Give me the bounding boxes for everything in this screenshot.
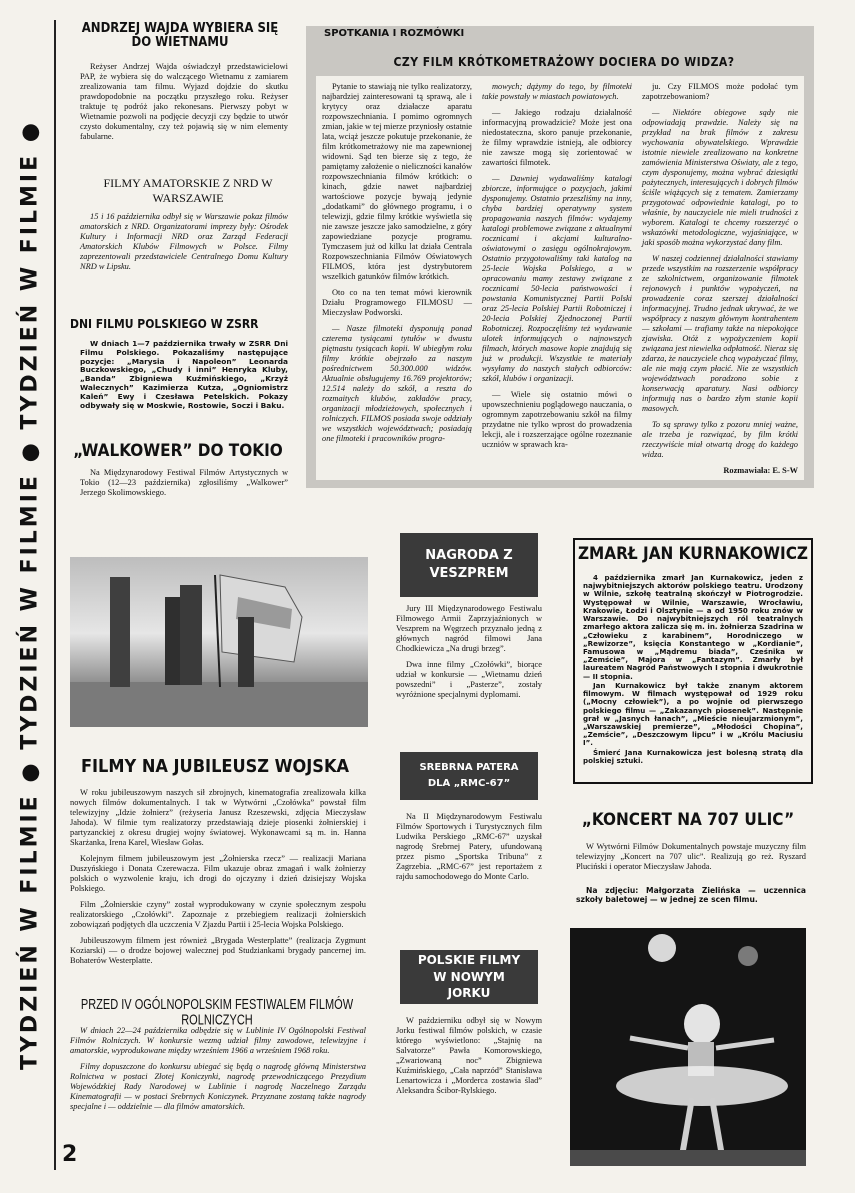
koncert-title: „KONCERT NA 707 ULIC”	[581, 810, 795, 830]
interview-title: CZY FILM KRÓTKOMETRAŻOWY DOCIERA DO WIDZA?	[393, 55, 735, 69]
kurnakowicz-p1: 4 października zmarł Jan Kurnakowicz, jeden z najwybitniejszych aktorów polskiego teatru. Urodzony w Wilnie, szkołę teatralną skończył w Piotrogrodzie. Występował w Wilnie, Warszawie, Wrocławiu, Krakowie, Łodzi i Olsztynie — a od 1950 roku znów w Warszawie. Do najwybitniejszych ról teatralnych zmarłego aktora zalicza się m. in. żołnierza Szadrina w „Człowieku z karabinem”, Horodniczego w „Rewizorze”, księcia Konstantego w „Kordianie”, Famusowa w „Mądremu biada”, Cześnika w „Zemście”, Majora w „Fantazym”. Zmarły był laureatem Nagród Państwowych I stopnia i dwukrotnie — II stopnia.	[583, 573, 803, 681]
interview-box	[306, 26, 814, 488]
rolnicze-p2: Filmy dopuszczone do konkursu ubiegać się będą o nagrodę główną Ministerstwa Rolnictwa w postaci Złotej Koniczynki, nagrodę przewodniczącego Prezydium Wojewódzkiej Rady Narodowej w Lublinie i nagrodę Naczelnego Zarządu Kinematografii — w postaci Srebrnych Koniczynek. Przyznane zostaną także nagrody specjalne i — oddzielnie — dla filmów amatorskich.	[70, 1062, 366, 1111]
interview-col-1	[322, 82, 472, 450]
zsrr-title: DNI FILMU POLSKIEGO W ZSRR	[70, 317, 259, 331]
interview-p6: — Dawniej wydawaliśmy katalogi zbiorcze, informujące o pozycjach, jakimi dysponujemy. Ostatnio przeszliśmy na inny, chyba bardziej operatywny system propagowania naszych filmów: wydajemy katalogi problemowe związane z aktualnymi rocznicami i akcjami kulturalno-oświatowymi o zasięgu ogólnokrajowym. Ostatnio przygotowaliśmy taki katalog na 25-lecie Wojska Polskiego, a w opracowaniu mamy zestawy związane z rocznicami 50-lecia państwowości i powstania Komunistycznej Partii Polski oraz 25-lecia Polskiej Partii Robotniczej i 20-lecia Polskiej Zjednoczonej Partii Robotniczej. Rozpoczęliśmy też wydawanie ulotek informujących o najnowszych filmach, których masowe kopie znajdują się już w produkcji. Wszystkie te materiały wysyłamy do naszych stałych odbiorców: szkół, klubów i organizacji.	[482, 174, 632, 383]
veszprem-p2: Dwa inne filmy „Czołówki”, biorące udział w konkursie — „Wietnamu dzień powszedni” i „Pasterze”, zostały wyróżnione specjalnymi dyplomami.	[396, 660, 542, 699]
nowy-jork-title: POLSKIE FILMY W NOWYM JORKU	[417, 952, 521, 1001]
nrd-title: FILMY AMATORSKIE Z NRD W WARSZAWIE	[103, 176, 273, 205]
nowy-jork-title-box	[400, 950, 538, 1004]
veszprem-p1: Jury III Międzynarodowego Festiwalu Filmowego Armii Zaprzyjaźnionych w Veszprem na Węgrzech przyznało jedną z głównych nagród filmowi Jana Chodkiewicza „Na drugi brzeg”.	[396, 604, 542, 653]
interview-col-2	[482, 82, 632, 456]
veszprem-body	[396, 604, 542, 706]
kurnakowicz-title: ZMARŁ JAN KURNAKOWICZ	[577, 544, 809, 564]
patera-title-box	[400, 752, 538, 800]
wojsko-p2: Kolejnym filmem jubileuszowym jest „Żołnierska rzecz” — realizacji Mariana Duszyńskiego i Donata Czerewacza. Film ukazuje obraz zmagań i walk żołnierzy polskich o wyzwolenie kraju, ich drogi do ojczyzny i dzień dzisiejszy Wojska Polskiego.	[70, 854, 366, 893]
interview-signature: Rozmawiała: E. S-W	[723, 466, 798, 475]
vertical-banner	[8, 20, 56, 1170]
ballerina-photo	[570, 928, 806, 1166]
walkower-title: „WALKOWER” DO TOKIO	[73, 441, 283, 461]
wojsko-p4: Jubileuszowym filmem jest również „Brygada Westerplatte” (realizacja Zygmunt Koziarski) — o drodze bojowej walecznej pod Studziankami brygady pancernej im. Bohaterów Westerplatte.	[70, 936, 366, 965]
patera-body: Na II Międzynarodowym Festiwalu Filmów Sportowych i Turystycznych film Ludwika Perskiego „RMC-67” uzyskał nagrodę Srebrnej Patery, ufundowaną przez pismo „Sportska Tribuna” z Zagrzebia. „RMC-67” jest reportażem z rajdu samochodowego do Monte Carlo.	[396, 812, 542, 881]
rolnicze-body	[70, 1026, 366, 1118]
kurnakowicz-box	[573, 538, 813, 784]
kurnakowicz-body	[583, 574, 803, 765]
wajda-title: ANDRZEJ WAJDA WYBIERA SIĘ DO WIETNAMU	[81, 21, 279, 50]
patera-title: SREBRNA PATERA DLA „RMC-67”	[419, 762, 519, 789]
veszprem-title-box	[400, 533, 538, 597]
wajda-body: Reżyser Andrzej Wajda oświadczył przedstawicielowi PAP, że wybiera się do walczącego Wietnamu z zamiarem zrealizowania tam filmu. Wyjazd dojdzie do skutku prawdopodobnie na początku przyszłego roku. Reżyser traktuje tę podróż jako rekonesans. Pierwszy pobyt w Wietnamie pozwoli na podjęcie decyzji czy będzie to utwór czysto dokumentalny, czy też pojawią się w nim elementy fabularne.	[80, 62, 288, 141]
ballerina-illustration	[570, 928, 806, 1166]
interview-p4: mowych; dążymy do tego, by filmoteki takie powstały w miastach powiatowych.	[482, 82, 632, 101]
soldiers-flag-illustration	[70, 557, 368, 727]
wojsko-title: FILMY NA JUBILEUSZ WOJSKA	[80, 756, 350, 777]
walkower-body: Na Międzynarodowy Festiwal Filmów Artystycznych w Tokio (12—23 października) zgłosiliśmy „Walkower” Jerzego Skolimowskiego.	[80, 468, 288, 497]
interview-p8: ju. Czy FILMOS może podołać tym zapotrzebowaniom?	[642, 82, 798, 101]
interview-p1: Pytanie to stawiają nie tylko realizatorzy, najbardziej zainteresowani tą sprawą, ale i krytycy oraz działacze aparatu rozpowszechniania. I pomimo ogromnych zmian, jakie w tej mierze przyniosły ostatnie lata, wciąż jeszcze pokutuje przekonanie, że film krótkometrażowy nie ma zapewnionej widowni. Sąd ten bierze się z tego, że pamiętamy założenie o nieliczności kanałów rozpowszechniania filmów krótkich: o kinach, gdzie nawet najbardziej wartościowe pozycje bywają jedynie „dodatkami” do głównego programu, i o telewizji, gdzie filmy krótkie wyświetla się nie zawsze jeszcze jako samodzielne, z góry zapowiedziane pozycje programu. Tymczasem już od kilku lat działa Centrala Rozpowszechniania Filmów Oświatowych FILMOS, która jest dystrybutorem wszelkich gatunków filmów krótkich.	[322, 82, 473, 281]
kurnakowicz-p3: Śmierć Jana Kurnakowicza jest bolesną stratą dla polskiej sztuki.	[583, 747, 803, 765]
interview-p5: — Jakiego rodzaju działalność informacyjną prowadzicie? Może jest ona niedostateczna, skoro panuje przekonanie, że filmy wprawdzie istnieją, ale odbiorcy nie zawsze mogą się zorientować w zawartości filmotek.	[482, 108, 632, 167]
interview-p7: — Wiele się ostatnio mówi o upowszechnieniu poglądowego nauczania, o ogromnym zapotrzebowaniu szkół na filmy przydatne nie tylko wprost do prowadzenia lekcji, ale i rozszerzające ogólne rozeznanie uczniów w sprawach kra-	[482, 390, 632, 449]
soldiers-flag-photo	[70, 557, 368, 727]
interview-p11: To są sprawy tylko z pozoru mniej ważne, ale trzeba je rozwiązać, by film krótki rzeczywiście miał otwartą drogę do każdego widza.	[642, 420, 798, 459]
interview-col-3	[642, 82, 798, 476]
interview-p2: Oto co na ten temat mówi kierownik Działu Programowego FILMOSU — Mieczysław Podworski.	[322, 288, 472, 317]
rolnicze-p1: W dniach 22—24 października odbędzie się w Lublinie IV Ogólnopolski Festiwal Filmów Rolniczych. W konkursie wezmą udział filmy zawodowe, telewizyjne i amatorskie, wyprodukowane między wrześniem 1966 a wrześniem 1968 roku.	[70, 1026, 366, 1055]
interview-body	[316, 76, 804, 480]
interview-p9: — Niektóre obiegowe sądy nie odpowiadają prawdzie. Należy się na przykład na brak filmów z zakresu wychowania obywatelskiego. Wprawdzie istotnie niewiele zrealizowano na konkretne zamówienia Ministerstwa Oświaty, ale z tego, czym dysponujemy, można wybrać dziesiątki pożytecznych, interesujących i dobrych filmów ściśle wiążących się z tematem. Zamierzamy przygotować odpowiednie katalogi, po to właśnie, by nauczyciele nie mieli trudności z wyborem. Katalogi te chcemy rozszerzyć o wskazówki metodologiczne, wyjaśniające, w jaki sposób można wykorzystać dany film.	[642, 108, 798, 247]
page-number: 2	[62, 1142, 78, 1167]
koncert-body: W Wytwórni Filmów Dokumentalnych powstaje muzyczny film telewizyjny „Koncert na 707 ulic”. Realizują go reż. Ryszard Pluciński i operator Mieczysław Jahoda.	[576, 842, 806, 871]
veszprem-title: NAGRODA Z VESZPREM	[425, 547, 513, 581]
wojsko-p3: Film „Żołnierskie czyny” został wyprodukowany w czynie społecznym zespołu realizatorskiego „Czołówki”. Zapoznaje z przebiegiem realizacji żołnierskich zobowiązań podjętych dla uczczenia V Zjazdu Partii i 25-lecia Wojska Polskiego.	[70, 900, 366, 929]
nowy-jork-body: W październiku odbył się w Nowym Jorku festiwal filmów polskich, w czasie którego wyświetlono: „Stajnię na Salvatorze” Pawła Komorowskiego, „Zwariowaną noc” Zbigniewa Kuźmińskiego, „Cała naprzód” Stanisława Lenartowicza i „Morderca zostawia ślad” Aleksandra Ścibor-Rylskiego.	[396, 1016, 542, 1095]
interview-p3: — Nasze filmoteki dysponują ponad czterema tysiącami tytułów w dwustu piętnastu tysiącach kopii. W ubiegłym roku filmy krótkie obejrzało za naszym pośrednictwem 50.300.000 widzów. Aktualnie obsługujemy 16.769 projektorów; 12.514 należy do szkół, a reszta do rozmaitych klubów, zakładów pracy, organizacji młodzieżowych, społecznych i rolniczych. FILMOS posiada swoje oddziały we wszystkich województwach; posiadają one filmoteki i pracowników progra-	[322, 324, 472, 443]
wojsko-p1: W roku jubileuszowym naszych sił zbrojnych, kinematografia zrealizowała kilka nowych filmów dokumentalnych. I tak w Wytwórni „Czołówka” powstał film telewizyjny „Idzie żołnierz” (reżyseria Janusz Rzeszewski, zdjęcia Mieczysław Jahoda). W filmie tym realizatorzy przedstawiają dzieje piosenki żołnierskiej i partyzanckiej z okresu drugiej wojny światowej. Wykonawcami są m. in. Hanna Skarżanka, Irena Karel, Wiesław Gołas.	[70, 788, 366, 847]
zsrr-body: W dniach 1—7 października trwały w ZSRR Dni Filmu Polskiego. Pokazaliśmy następujące pozycje: „Marysia i Napoleon” Leonarda Buczkowskiego, „Chudy i inni” Henryka Kluby, „Banda” Zbigniewa Kuźmińskiego, „Krzyż Walecznych” Kazimierza Kutza, „Ogniomistrz Kaleń” Ewy i Czesława Petelskich. Pokazy odbywały się w Moskwie, Rostowie, Soczi i Baku.	[80, 339, 288, 410]
banner-text: TYDZIEŃ W FILMIE ● TYDZIEŃ W FILMIE ● TYDZIEŃ W FILMIE ●	[17, 120, 43, 1070]
interview-p10: W naszej codziennej działalności stawiamy przede wszystkim na rozszerzenie współpracy ze szkolnictwem, organizowanie filmotek rejonowych i punktów wypożyczeń, na prowadzenie coraz szerszej działalności informacyjnej. Trudno jednak ukrywać, że we współpracy z naszym głównym kontrahentem — szkołami — trafiamy także na niepokojące zjawiska. Otóż z wypożyczeniem kopii związana jest niewielka odpłatność. Nieraz się zdarza, że nauczyciele chcą wypożyczać filmy, ale nie mają czym płacić. Nie ze wszystkich województwach poradzono sobie z konserwacją aparatury. Nasi odbiorcy informują nas o bardzo złym stanie kopii masowych.	[642, 254, 798, 413]
interview-section-label: SPOTKANIA I ROZMÓWKI	[324, 28, 465, 39]
wojsko-body	[70, 788, 366, 972]
rolnicze-title: PRZED IV OGÓLNOPOLSKIM FESTIWALEM FILMÓW ROLNICZYCH	[80, 997, 354, 1028]
nrd-body: 15 i 16 października odbył się w Warszawie pokaz filmów amatorskich z NRD. Organizatorami imprezy były: Ośrodek Kultury i Informacji NRD oraz Zarząd Federacji Amatorskich Klubów Filmowych w Polsce. Filmy zaprezentowali przedstawiciele Centralnego Domu Kultury NRD w Lipsku.	[80, 212, 288, 271]
koncert-caption: Na zdjęciu: Małgorzata Zielińska — uczennica szkoły baletowej — w jednej ze scen filmu.	[576, 886, 806, 905]
kurnakowicz-p2: Jan Kurnakowicz był także znanym aktorem filmowym. W filmach występował od 1929 roku („Mocny człowiek”), a po wojnie od pierwszego polskiego filmu — „Zakazanych piosenek”. Następnie grał w „Jasnych łanach”, „Mieście nieujarzmionym”, „Warszawskiej premierze”, „Młodości Chopina”, „Zemście”, „Deszczowym lipcu” i w „Królu Maciusiu I”.	[583, 680, 803, 748]
